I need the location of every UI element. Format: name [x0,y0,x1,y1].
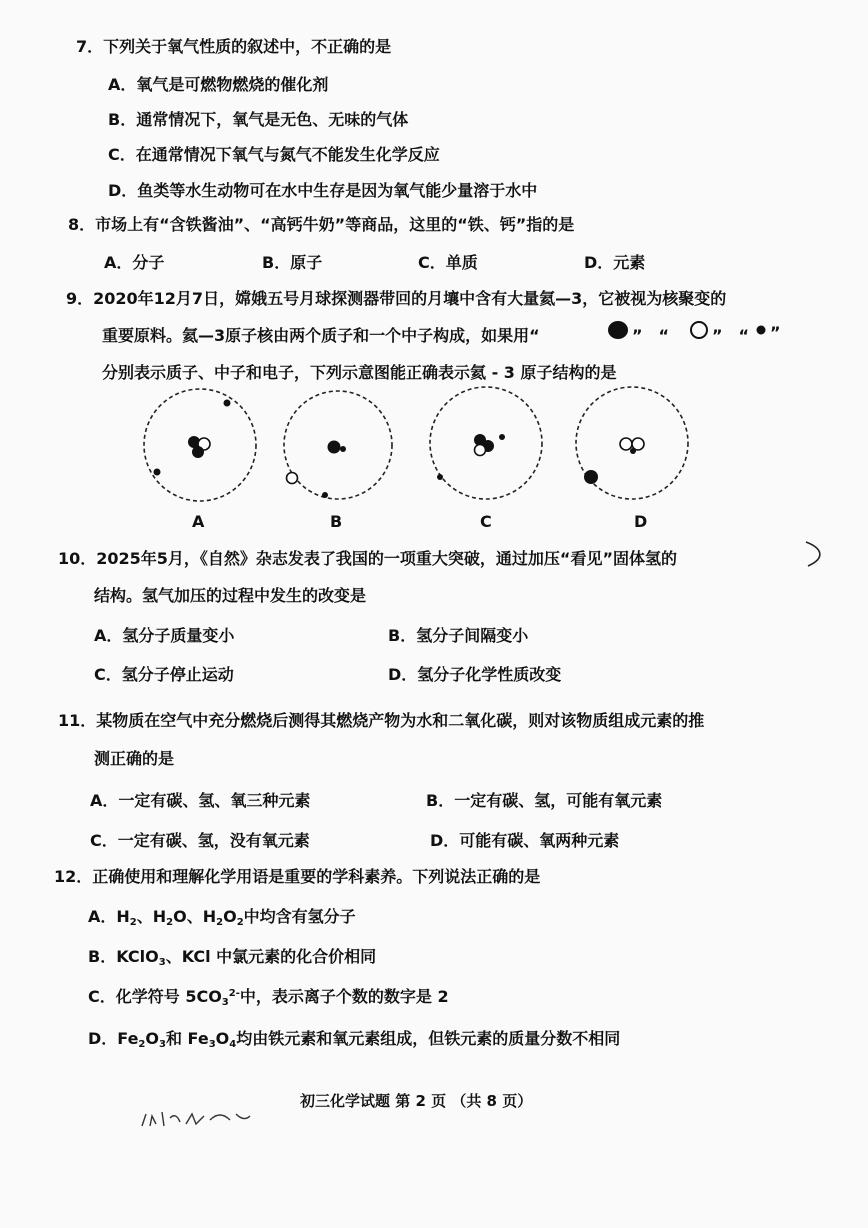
q9-stem-line2: 重要原料。氦—3原子核由两个质子和一个中子构成，如果用“ [102,326,540,345]
q10-option-c: C．氢分子停止运动 [94,665,234,684]
q12-option-d: D．$Fe_2O_3$和 $Fe_3O_4$均由铁元素和氧元素组成，但铁元素的质量分数不相同 [88,1029,621,1050]
q11-option-c: C．一定有碳、氢，没有氧元素 [90,831,310,850]
q8-option-c: C．单质 [418,253,478,272]
q10-stem-line2: 结构。氢气加压的过程中发生的改变是 [94,586,367,605]
handwritten-scribble [140,1108,260,1130]
q9-stem-line1: 9．2020年12月7日，嫦娥五号月球探测器带回的月壤中含有大量氦—3，它被视为核聚变的 [66,289,727,308]
atom-diagram-b [284,391,392,499]
q11-option-d: D．可能有碳、氧两种元素 [430,831,620,850]
q12-option-c: C．化学符号 $5CO_3^{2-}$中，表示离子个数的数字是 2 [88,987,449,1008]
q11-stem-line2: 测正确的是 [94,749,175,768]
page-footer: 初三化学试题 第 2 页 （共 8 页） [300,1092,533,1110]
q10-option-a: A．氢分子质量变小 [94,626,235,645]
q10-stem-line1: 10．2025年5月，《自然》杂志发表了我国的一项重大突破，通过加压“看见”固体氢的 [58,549,677,568]
atom-diagram-d [576,387,688,499]
q8-option-a: A．分子 [104,253,165,272]
q7-option-b: B．通常情况下，氧气是无色、无味的气体 [108,110,409,129]
q7-option-c: C．在通常情况下氧气与氮气不能发生化学反应 [108,145,440,164]
q9-legend-sep1: ” “ [632,326,670,345]
q12-option-b: B．KClO$_3$、KCl 中氯元素的化合价相同 [88,947,377,968]
q9-stem-line3: 分别表示质子、中子和电子，下列示意图能正确表示氦 - 3 原子结构的是 [102,363,617,382]
atom-diagram-a [144,389,256,501]
q9-legend-end: ” [770,323,781,342]
q8-stem: 8．市场上有“含铁酱油”、“高钙牛奶”等商品，这里的“铁、钙”指的是 [68,215,575,234]
q9-legend-sep2: ” “ [712,326,750,345]
handwritten-bracket-mark [800,540,830,570]
q12-option-a: A．$H_2$、$H_2O$、$H_2O_2$中均含有氢分子 [88,907,356,928]
diagram-label-d: D [634,512,648,531]
diagram-label-a: A [192,512,205,531]
q7-option-d: D．鱼类等水生动物可在水中生存是因为氧气能少量溶于水中 [108,181,538,200]
q8-option-d: D．元素 [584,253,646,272]
q12-stem: 12．正确使用和理解化学用语是重要的学科素养。下列说法正确的是 [54,867,541,886]
proton-legend-icon [604,318,634,342]
q10-option-d: D．氢分子化学性质改变 [388,665,562,684]
q10-option-b: B．氢分子间隔变小 [388,626,529,645]
neutron-legend-icon [688,318,710,342]
atom-diagram-c [430,387,542,499]
q7-stem: 7．下列关于氧气性质的叙述中，不正确的是 [76,37,392,56]
q11-option-b: B．一定有碳、氢，可能有氧元素 [426,791,663,810]
q11-stem-line1: 11．某物质在空气中充分燃烧后测得其燃烧产物为水和二氧化碳，则对该物质组成元素的推 [58,711,705,730]
atom-diagrams [130,385,710,505]
q7-option-a: A．氧气是可燃物燃烧的催化剂 [108,75,329,94]
q11-option-a: A．一定有碳、氢、氧三种元素 [90,791,311,810]
diagram-label-b: B [330,512,343,531]
electron-legend-icon [752,318,770,342]
diagram-label-c: C [480,512,492,531]
q8-option-b: B．原子 [262,253,323,272]
